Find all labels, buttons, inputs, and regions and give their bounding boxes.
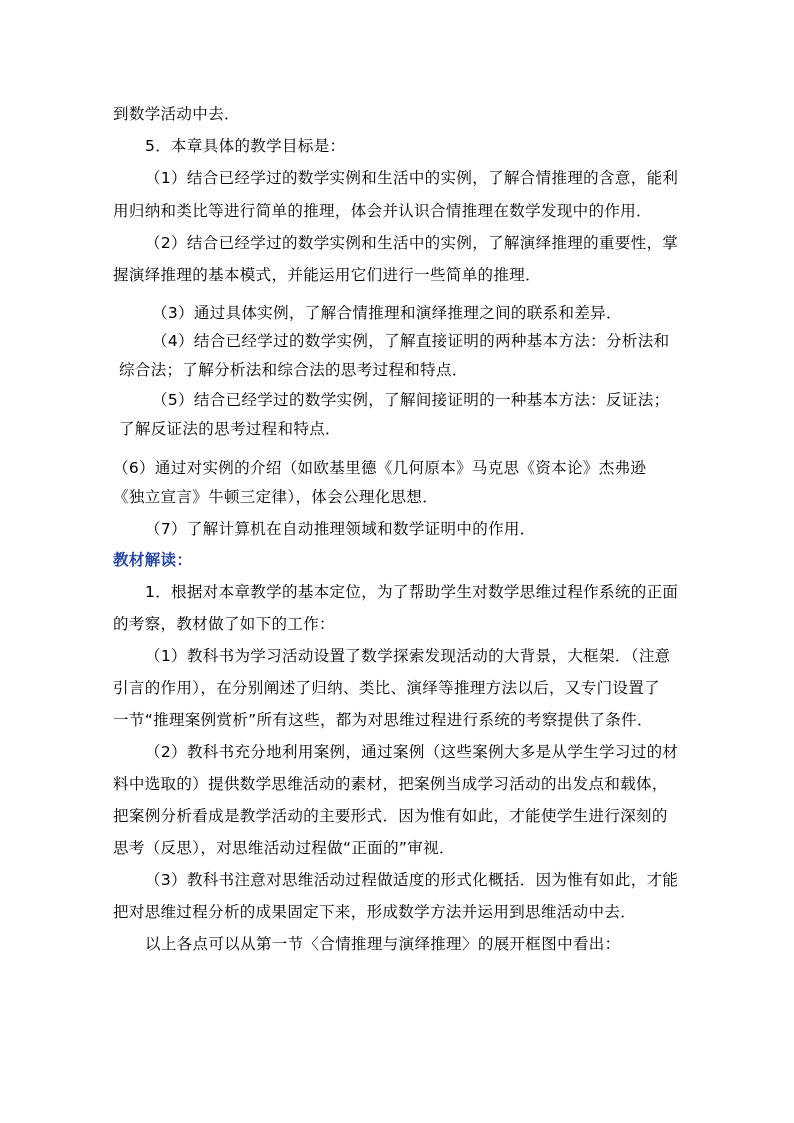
text-line: 引言的作用），在分别阐述了归纳、类比、演绎等推理方法以后，又专门设置了 — [113, 679, 661, 697]
text-line: 的考察，教材做了如下的工作： — [113, 615, 335, 633]
text-line: （3）通过具体实例，了解合情推理和演绎推理之间的联系和差异． — [152, 304, 622, 322]
text-line: 综合法；了解分析法和综合法的思考过程和特点． — [119, 361, 468, 379]
text-line: 握演绎推理的基本模式，并能运用它们进行一些简单的推理． — [113, 266, 541, 284]
text-line: （1）结合已经学过的数学实例和生活中的实例，了解合情推理的含意，能利 — [145, 169, 679, 187]
text-line: 《独立宣言》牛顿三定律），体会公理化思想． — [113, 488, 439, 506]
text-line: （3）教科书注意对思维活动过程做适度的形式化概括．因为惟有如此，才能 — [145, 871, 679, 889]
text-line: 到数学活动中去． — [113, 105, 240, 123]
text-line: （2）教科书充分地利用案例，通过案例（这些案例大多是从学生学习过的材 — [145, 743, 679, 761]
text-line: 料中选取的）提供数学思维活动的素材，把案例当成学习活动的出发点和载体， — [113, 775, 668, 793]
text-line: 5．本章具体的教学目标是： — [145, 137, 346, 155]
text-line: 一节“推理案例赏析”所有这些，都为对思维过程进行系统的考察提供了条件． — [113, 711, 653, 729]
text-line: （5）结合已经学过的数学实例，了解间接证明的一种基本方法：反证法； — [152, 391, 670, 409]
text-line: 1．根据对本章教学的基本定位，为了帮助学生对数学思维过程作系统的正面 — [145, 583, 679, 601]
text-line: （2）结合已经学过的数学实例和生活中的实例，了解演绎推理的重要性，掌 — [145, 234, 679, 252]
text-line: 把对思维过程分析的成果固定下来，形成数学方法并运用到思维活动中去． — [113, 903, 637, 921]
text-line: 用归纳和类比等进行简单的推理，体会并认识合情推理在数学发现中的作用． — [113, 202, 652, 220]
text-line: 思考（反思），对思维活动过程做“正面的”审视． — [113, 839, 455, 857]
text-line: 了解反证法的思考过程和特点． — [119, 420, 341, 438]
text-line: （4）结合已经学过的数学实例，了解直接证明的两种基本方法：分析法和 — [152, 332, 670, 350]
text-line: 以上各点可以从第一节〈合情推理与演绎推理〉的展开框图中看出： — [145, 935, 621, 953]
text-line: 把案例分析看成是教学活动的主要形式．因为惟有如此，才能使学生进行深刻的 — [113, 807, 668, 825]
text-line: （7）了解计算机在自动推理领域和数学证明中的作用． — [145, 520, 536, 538]
text-line: （1）教科书为学习活动设置了数学探索发现活动的大背景，大框架．（注意 — [145, 647, 671, 665]
text-line: （6）通过对实例的介绍（如欧基里德《几何原本》马克思《资本论》杰弗逊 — [113, 459, 647, 477]
section-heading: 教材解读： — [113, 551, 193, 569]
